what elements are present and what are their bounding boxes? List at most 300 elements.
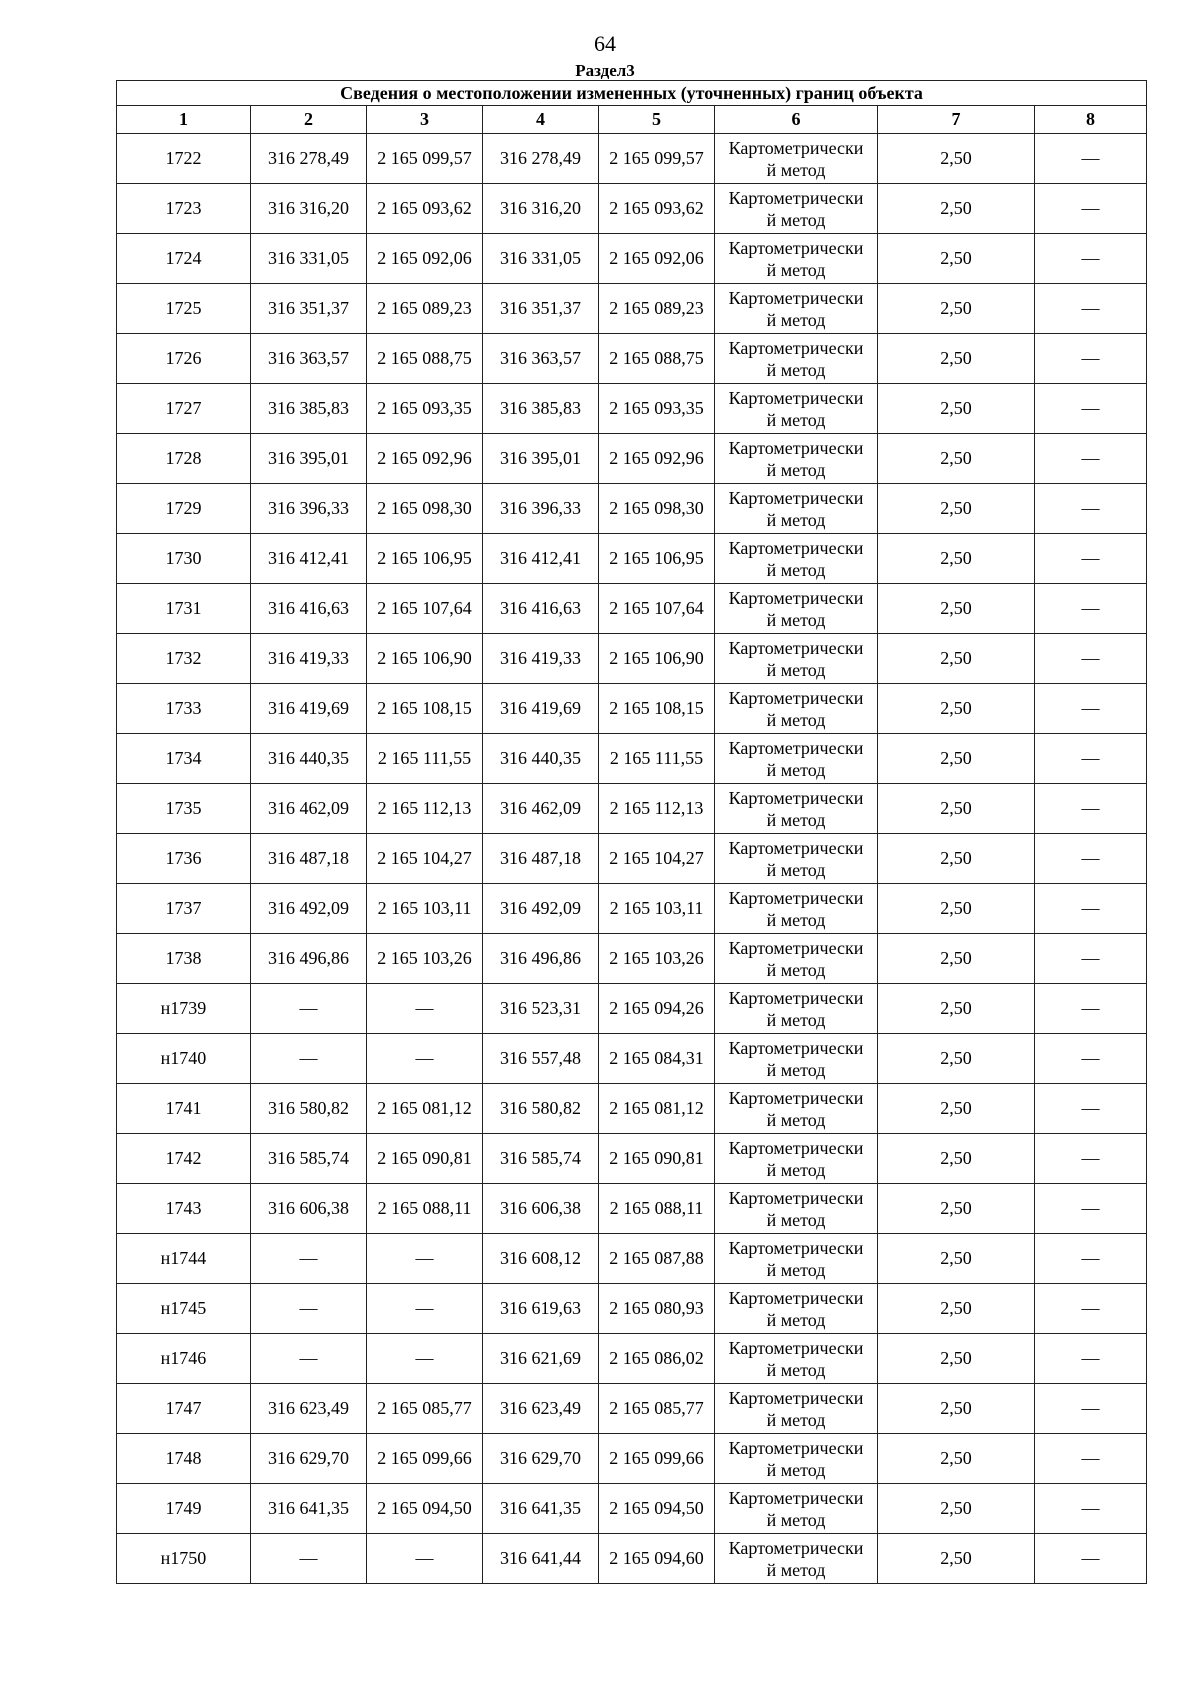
method-text-line2: й метод [766, 1409, 826, 1430]
existing-y-cell: 2 165 093,35 [367, 384, 483, 434]
existing-y-cell: 2 165 106,95 [367, 534, 483, 584]
existing-y-cell: 2 165 085,77 [367, 1384, 483, 1434]
accuracy-cell: 2,50 [878, 784, 1035, 834]
description-cell: — [1035, 1534, 1147, 1584]
method-text-line2: й метод [766, 1109, 826, 1130]
method-text-line1: Картометрически [728, 1087, 864, 1108]
method-text-line1: Картометрически [728, 437, 864, 458]
point-number-cell: 1726 [117, 334, 251, 384]
accuracy-cell: 2,50 [878, 484, 1035, 534]
accuracy-cell: 2,50 [878, 1434, 1035, 1484]
description-cell: — [1035, 234, 1147, 284]
accuracy-cell: 2,50 [878, 1084, 1035, 1134]
refined-x-cell: 316 629,70 [483, 1434, 599, 1484]
method-text-line1: Картометрически [728, 1487, 864, 1508]
method-text-line1: Картометрически [728, 937, 864, 958]
refined-x-cell: 316 316,20 [483, 184, 599, 234]
existing-x-cell: — [251, 1034, 367, 1084]
method-text-line1: Картометрически [728, 287, 864, 308]
table-row [117, 784, 1147, 834]
method-text-line2: й метод [766, 159, 826, 180]
point-number-cell: н1746 [117, 1334, 251, 1384]
refined-y-cell: 2 165 103,26 [599, 934, 715, 984]
refined-x-cell: 316 492,09 [483, 884, 599, 934]
refined-y-cell: 2 165 098,30 [599, 484, 715, 534]
method-cell [715, 1484, 878, 1534]
description-cell: — [1035, 534, 1147, 584]
table-row [117, 1384, 1147, 1434]
existing-x-cell: 316 416,63 [251, 584, 367, 634]
table-row [117, 284, 1147, 334]
method-cell [715, 1034, 878, 1084]
method-text-line1: Картометрически [728, 737, 864, 758]
refined-x-cell: 316 557,48 [483, 1034, 599, 1084]
method-text-line1: Картометрически [728, 187, 864, 208]
point-number-cell: 1734 [117, 734, 251, 784]
table-row [117, 334, 1147, 384]
refined-x-cell: 316 363,57 [483, 334, 599, 384]
refined-x-cell: 316 416,63 [483, 584, 599, 634]
accuracy-cell: 2,50 [878, 984, 1035, 1034]
method-text-line1: Картометрически [728, 1287, 864, 1308]
refined-y-cell: 2 165 088,11 [599, 1184, 715, 1234]
method-text-line2: й метод [766, 1059, 826, 1080]
accuracy-cell: 2,50 [878, 1334, 1035, 1384]
existing-y-cell: 2 165 081,12 [367, 1084, 483, 1134]
point-number-cell: н1739 [117, 984, 251, 1034]
existing-y-cell: 2 165 111,55 [367, 734, 483, 784]
existing-y-cell: 2 165 093,62 [367, 184, 483, 234]
method-text-line1: Картометрически [728, 1137, 864, 1158]
description-cell: — [1035, 584, 1147, 634]
refined-x-cell: 316 396,33 [483, 484, 599, 534]
refined-y-cell: 2 165 103,11 [599, 884, 715, 934]
refined-y-cell: 2 165 094,60 [599, 1534, 715, 1584]
existing-y-cell: 2 165 108,15 [367, 684, 483, 734]
existing-y-cell: 2 165 099,66 [367, 1434, 483, 1484]
point-number-cell: 1735 [117, 784, 251, 834]
table-row [117, 684, 1147, 734]
existing-x-cell: 316 496,86 [251, 934, 367, 984]
existing-x-cell: 316 641,35 [251, 1484, 367, 1534]
point-number-cell: 1727 [117, 384, 251, 434]
refined-x-cell: 316 440,35 [483, 734, 599, 784]
description-cell: — [1035, 734, 1147, 784]
table-row [117, 1134, 1147, 1184]
accuracy-cell: 2,50 [878, 684, 1035, 734]
description-cell: — [1035, 1434, 1147, 1484]
accuracy-cell: 2,50 [878, 1534, 1035, 1584]
description-cell: — [1035, 384, 1147, 434]
point-number-cell: 1724 [117, 234, 251, 284]
accuracy-cell: 2,50 [878, 934, 1035, 984]
description-cell: — [1035, 634, 1147, 684]
point-number-cell: 1748 [117, 1434, 251, 1484]
method-cell [715, 734, 878, 784]
method-cell [715, 384, 878, 434]
existing-x-cell: 316 629,70 [251, 1434, 367, 1484]
existing-y-cell: 2 165 099,57 [367, 134, 483, 184]
method-text-line2: й метод [766, 409, 826, 430]
method-text-line1: Картометрически [728, 1437, 864, 1458]
method-text-line1: Картометрически [728, 787, 864, 808]
page-number: 64 [594, 31, 616, 56]
existing-x-cell: — [251, 1284, 367, 1334]
method-cell [715, 1434, 878, 1484]
method-cell [715, 1184, 878, 1234]
description-cell: — [1035, 1084, 1147, 1134]
method-cell [715, 1084, 878, 1134]
refined-y-cell: 2 165 104,27 [599, 834, 715, 884]
method-text-line1: Картометрически [728, 1237, 864, 1258]
refined-y-cell: 2 165 084,31 [599, 1034, 715, 1084]
accuracy-cell: 2,50 [878, 1234, 1035, 1284]
existing-x-cell: — [251, 1234, 367, 1284]
method-text-line2: й метод [766, 1159, 826, 1180]
refined-y-cell: 2 165 080,93 [599, 1284, 715, 1334]
method-cell [715, 1334, 878, 1384]
method-cell [715, 184, 878, 234]
refined-y-cell: 2 165 093,62 [599, 184, 715, 234]
method-text-line2: й метод [766, 1509, 826, 1530]
column-header: 2 [251, 106, 367, 134]
method-cell [715, 284, 878, 334]
refined-x-cell: 316 278,49 [483, 134, 599, 184]
table-row [117, 584, 1147, 634]
table-row [117, 1234, 1147, 1284]
method-text-line2: й метод [766, 759, 826, 780]
description-cell: — [1035, 284, 1147, 334]
method-text-line2: й метод [766, 709, 826, 730]
method-text-line2: й метод [766, 1359, 826, 1380]
accuracy-cell: 2,50 [878, 534, 1035, 584]
existing-y-cell: 2 165 088,75 [367, 334, 483, 384]
accuracy-cell: 2,50 [878, 1484, 1035, 1534]
refined-x-cell: 316 385,83 [483, 384, 599, 434]
description-cell: — [1035, 984, 1147, 1034]
refined-y-cell: 2 165 111,55 [599, 734, 715, 784]
method-text-line2: й метод [766, 509, 826, 530]
existing-x-cell: — [251, 984, 367, 1034]
refined-x-cell: 316 619,63 [483, 1284, 599, 1334]
refined-x-cell: 316 395,01 [483, 434, 599, 484]
existing-x-cell: 316 316,20 [251, 184, 367, 234]
refined-y-cell: 2 165 092,96 [599, 434, 715, 484]
method-text-line2: й метод [766, 859, 826, 880]
existing-x-cell: 316 492,09 [251, 884, 367, 934]
refined-y-cell: 2 165 112,13 [599, 784, 715, 834]
existing-y-cell: — [367, 1034, 483, 1084]
refined-y-cell: 2 165 088,75 [599, 334, 715, 384]
refined-x-cell: 316 331,05 [483, 234, 599, 284]
column-header: 3 [367, 106, 483, 134]
table-caption: Сведения о местоположении измененных (уточненных) границ объекта [117, 81, 1147, 106]
table-row [117, 834, 1147, 884]
description-cell: — [1035, 834, 1147, 884]
description-cell: — [1035, 884, 1147, 934]
method-text-line2: й метод [766, 1459, 826, 1480]
method-text-line2: й метод [766, 209, 826, 230]
existing-y-cell: 2 165 092,96 [367, 434, 483, 484]
description-cell: — [1035, 1334, 1147, 1384]
accuracy-cell: 2,50 [878, 634, 1035, 684]
refined-x-cell: 316 623,49 [483, 1384, 599, 1434]
existing-y-cell: 2 165 106,90 [367, 634, 483, 684]
description-cell: — [1035, 184, 1147, 234]
refined-x-cell: 316 412,41 [483, 534, 599, 584]
table-row [117, 384, 1147, 434]
method-text-line1: Картометрически [728, 237, 864, 258]
description-cell: — [1035, 134, 1147, 184]
point-number-cell: н1745 [117, 1284, 251, 1334]
description-cell: — [1035, 434, 1147, 484]
method-text-line1: Картометрически [728, 537, 864, 558]
refined-y-cell: 2 165 106,95 [599, 534, 715, 584]
method-cell [715, 134, 878, 184]
accuracy-cell: 2,50 [878, 834, 1035, 884]
existing-x-cell: 316 606,38 [251, 1184, 367, 1234]
boundary-coordinates-table [116, 80, 1147, 1584]
column-header: 7 [878, 106, 1035, 134]
method-text-line2: й метод [766, 1009, 826, 1030]
accuracy-cell: 2,50 [878, 184, 1035, 234]
method-text-line1: Картометрически [728, 587, 864, 608]
method-text-line2: й метод [766, 359, 826, 380]
accuracy-cell: 2,50 [878, 884, 1035, 934]
column-header: 1 [117, 106, 251, 134]
refined-y-cell: 2 165 089,23 [599, 284, 715, 334]
description-cell: — [1035, 1184, 1147, 1234]
point-number-cell: 1729 [117, 484, 251, 534]
existing-y-cell: 2 165 094,50 [367, 1484, 483, 1534]
method-cell [715, 434, 878, 484]
refined-x-cell: 316 523,31 [483, 984, 599, 1034]
accuracy-cell: 2,50 [878, 1184, 1035, 1234]
existing-y-cell: 2 165 104,27 [367, 834, 483, 884]
refined-y-cell: 2 165 093,35 [599, 384, 715, 434]
point-number-cell: н1740 [117, 1034, 251, 1084]
method-text-line1: Картометрически [728, 687, 864, 708]
existing-x-cell: 316 351,37 [251, 284, 367, 334]
column-header: 5 [599, 106, 715, 134]
table-row [117, 434, 1147, 484]
description-cell: — [1035, 1234, 1147, 1284]
column-header: 4 [483, 106, 599, 134]
point-number-cell: 1741 [117, 1084, 251, 1134]
existing-x-cell: 316 580,82 [251, 1084, 367, 1134]
table-row [117, 934, 1147, 984]
accuracy-cell: 2,50 [878, 1134, 1035, 1184]
point-number-cell: 1738 [117, 934, 251, 984]
table-row [117, 1534, 1147, 1584]
table-row [117, 1334, 1147, 1384]
method-cell [715, 484, 878, 534]
refined-y-cell: 2 165 106,90 [599, 634, 715, 684]
table-row [117, 1284, 1147, 1334]
refined-y-cell: 2 165 087,88 [599, 1234, 715, 1284]
existing-x-cell: 316 623,49 [251, 1384, 367, 1434]
existing-y-cell: — [367, 1534, 483, 1584]
accuracy-cell: 2,50 [878, 1284, 1035, 1334]
existing-x-cell: 316 331,05 [251, 234, 367, 284]
description-cell: — [1035, 484, 1147, 534]
accuracy-cell: 2,50 [878, 384, 1035, 434]
point-number-cell: 1733 [117, 684, 251, 734]
refined-y-cell: 2 165 107,64 [599, 584, 715, 634]
description-cell: — [1035, 934, 1147, 984]
accuracy-cell: 2,50 [878, 1034, 1035, 1084]
refined-y-cell: 2 165 099,57 [599, 134, 715, 184]
method-text-line2: й метод [766, 609, 826, 630]
point-number-cell: 1725 [117, 284, 251, 334]
existing-y-cell: 2 165 107,64 [367, 584, 483, 634]
existing-x-cell: 316 278,49 [251, 134, 367, 184]
method-text-line1: Картометрически [728, 1187, 864, 1208]
method-text-line1: Картометрически [728, 337, 864, 358]
existing-y-cell: 2 165 088,11 [367, 1184, 483, 1234]
description-cell: — [1035, 1484, 1147, 1534]
existing-x-cell: — [251, 1534, 367, 1584]
column-header: 6 [715, 106, 878, 134]
method-text-line2: й метод [766, 1259, 826, 1280]
table-row [117, 234, 1147, 284]
accuracy-cell: 2,50 [878, 1384, 1035, 1434]
method-text-line1: Картометрически [728, 387, 864, 408]
table-row [117, 1034, 1147, 1084]
point-number-cell: 1747 [117, 1384, 251, 1434]
point-number-cell: 1737 [117, 884, 251, 934]
method-cell [715, 884, 878, 934]
existing-y-cell: 2 165 112,13 [367, 784, 483, 834]
description-cell: — [1035, 1134, 1147, 1184]
method-cell [715, 234, 878, 284]
point-number-cell: н1750 [117, 1534, 251, 1584]
existing-x-cell: 316 419,69 [251, 684, 367, 734]
existing-x-cell: 316 396,33 [251, 484, 367, 534]
description-cell: — [1035, 1034, 1147, 1084]
table-row [117, 634, 1147, 684]
accuracy-cell: 2,50 [878, 434, 1035, 484]
method-text-line1: Картометрически [728, 887, 864, 908]
existing-x-cell: 316 585,74 [251, 1134, 367, 1184]
method-text-line2: й метод [766, 809, 826, 830]
description-cell: — [1035, 784, 1147, 834]
method-cell [715, 684, 878, 734]
accuracy-cell: 2,50 [878, 734, 1035, 784]
method-text-line1: Картометрически [728, 1387, 864, 1408]
accuracy-cell: 2,50 [878, 584, 1035, 634]
description-cell: — [1035, 334, 1147, 384]
accuracy-cell: 2,50 [878, 284, 1035, 334]
refined-x-cell: 316 487,18 [483, 834, 599, 884]
refined-x-cell: 316 621,69 [483, 1334, 599, 1384]
table-row [117, 484, 1147, 534]
accuracy-cell: 2,50 [878, 134, 1035, 184]
method-text-line2: й метод [766, 659, 826, 680]
refined-x-cell: 316 585,74 [483, 1134, 599, 1184]
method-cell [715, 534, 878, 584]
method-text-line2: й метод [766, 959, 826, 980]
existing-y-cell: 2 165 092,06 [367, 234, 483, 284]
method-text-line2: й метод [766, 909, 826, 930]
existing-x-cell: 316 440,35 [251, 734, 367, 784]
table-row [117, 1484, 1147, 1534]
refined-x-cell: 316 462,09 [483, 784, 599, 834]
method-text-line1: Картометрически [728, 637, 864, 658]
description-cell: — [1035, 684, 1147, 734]
existing-x-cell: 316 419,33 [251, 634, 367, 684]
method-text-line2: й метод [766, 309, 826, 330]
existing-x-cell: 316 363,57 [251, 334, 367, 384]
method-cell [715, 1384, 878, 1434]
existing-x-cell: 316 395,01 [251, 434, 367, 484]
existing-y-cell: 2 165 098,30 [367, 484, 483, 534]
accuracy-cell: 2,50 [878, 334, 1035, 384]
refined-y-cell: 2 165 090,81 [599, 1134, 715, 1184]
table-row [117, 984, 1147, 1034]
method-text-line1: Картометрически [728, 1337, 864, 1358]
method-text-line2: й метод [766, 559, 826, 580]
description-cell: — [1035, 1384, 1147, 1434]
method-cell [715, 1234, 878, 1284]
method-text-line2: й метод [766, 459, 826, 480]
refined-y-cell: 2 165 081,12 [599, 1084, 715, 1134]
refined-x-cell: 316 351,37 [483, 284, 599, 334]
refined-y-cell: 2 165 086,02 [599, 1334, 715, 1384]
existing-x-cell: 316 385,83 [251, 384, 367, 434]
table-body [117, 134, 1147, 1584]
column-header: 8 [1035, 106, 1147, 134]
existing-x-cell: 316 412,41 [251, 534, 367, 584]
refined-x-cell: 316 419,69 [483, 684, 599, 734]
refined-x-cell: 316 419,33 [483, 634, 599, 684]
existing-y-cell: 2 165 103,26 [367, 934, 483, 984]
point-number-cell: 1728 [117, 434, 251, 484]
method-text-line1: Картометрически [728, 1537, 864, 1558]
method-text-line2: й метод [766, 1209, 826, 1230]
refined-x-cell: 316 608,12 [483, 1234, 599, 1284]
point-number-cell: 1723 [117, 184, 251, 234]
column-number-row [117, 106, 1147, 134]
table-row [117, 134, 1147, 184]
refined-y-cell: 2 165 094,26 [599, 984, 715, 1034]
refined-y-cell: 2 165 085,77 [599, 1384, 715, 1434]
refined-y-cell: 2 165 108,15 [599, 684, 715, 734]
point-number-cell: 1730 [117, 534, 251, 584]
point-number-cell: 1731 [117, 584, 251, 634]
refined-x-cell: 316 496,86 [483, 934, 599, 984]
method-cell [715, 584, 878, 634]
section-title: Раздел3 [575, 61, 635, 80]
refined-x-cell: 316 580,82 [483, 1084, 599, 1134]
table-row [117, 1184, 1147, 1234]
method-text-line1: Картометрически [728, 987, 864, 1008]
existing-x-cell: — [251, 1334, 367, 1384]
accuracy-cell: 2,50 [878, 234, 1035, 284]
existing-x-cell: 316 462,09 [251, 784, 367, 834]
existing-x-cell: 316 487,18 [251, 834, 367, 884]
refined-x-cell: 316 641,35 [483, 1484, 599, 1534]
table-row [117, 1434, 1147, 1484]
method-cell [715, 334, 878, 384]
refined-y-cell: 2 165 092,06 [599, 234, 715, 284]
description-cell: — [1035, 1284, 1147, 1334]
method-text-line2: й метод [766, 1559, 826, 1580]
method-cell [715, 784, 878, 834]
method-text-line2: й метод [766, 259, 826, 280]
method-text-line1: Картометрически [728, 487, 864, 508]
method-cell [715, 984, 878, 1034]
